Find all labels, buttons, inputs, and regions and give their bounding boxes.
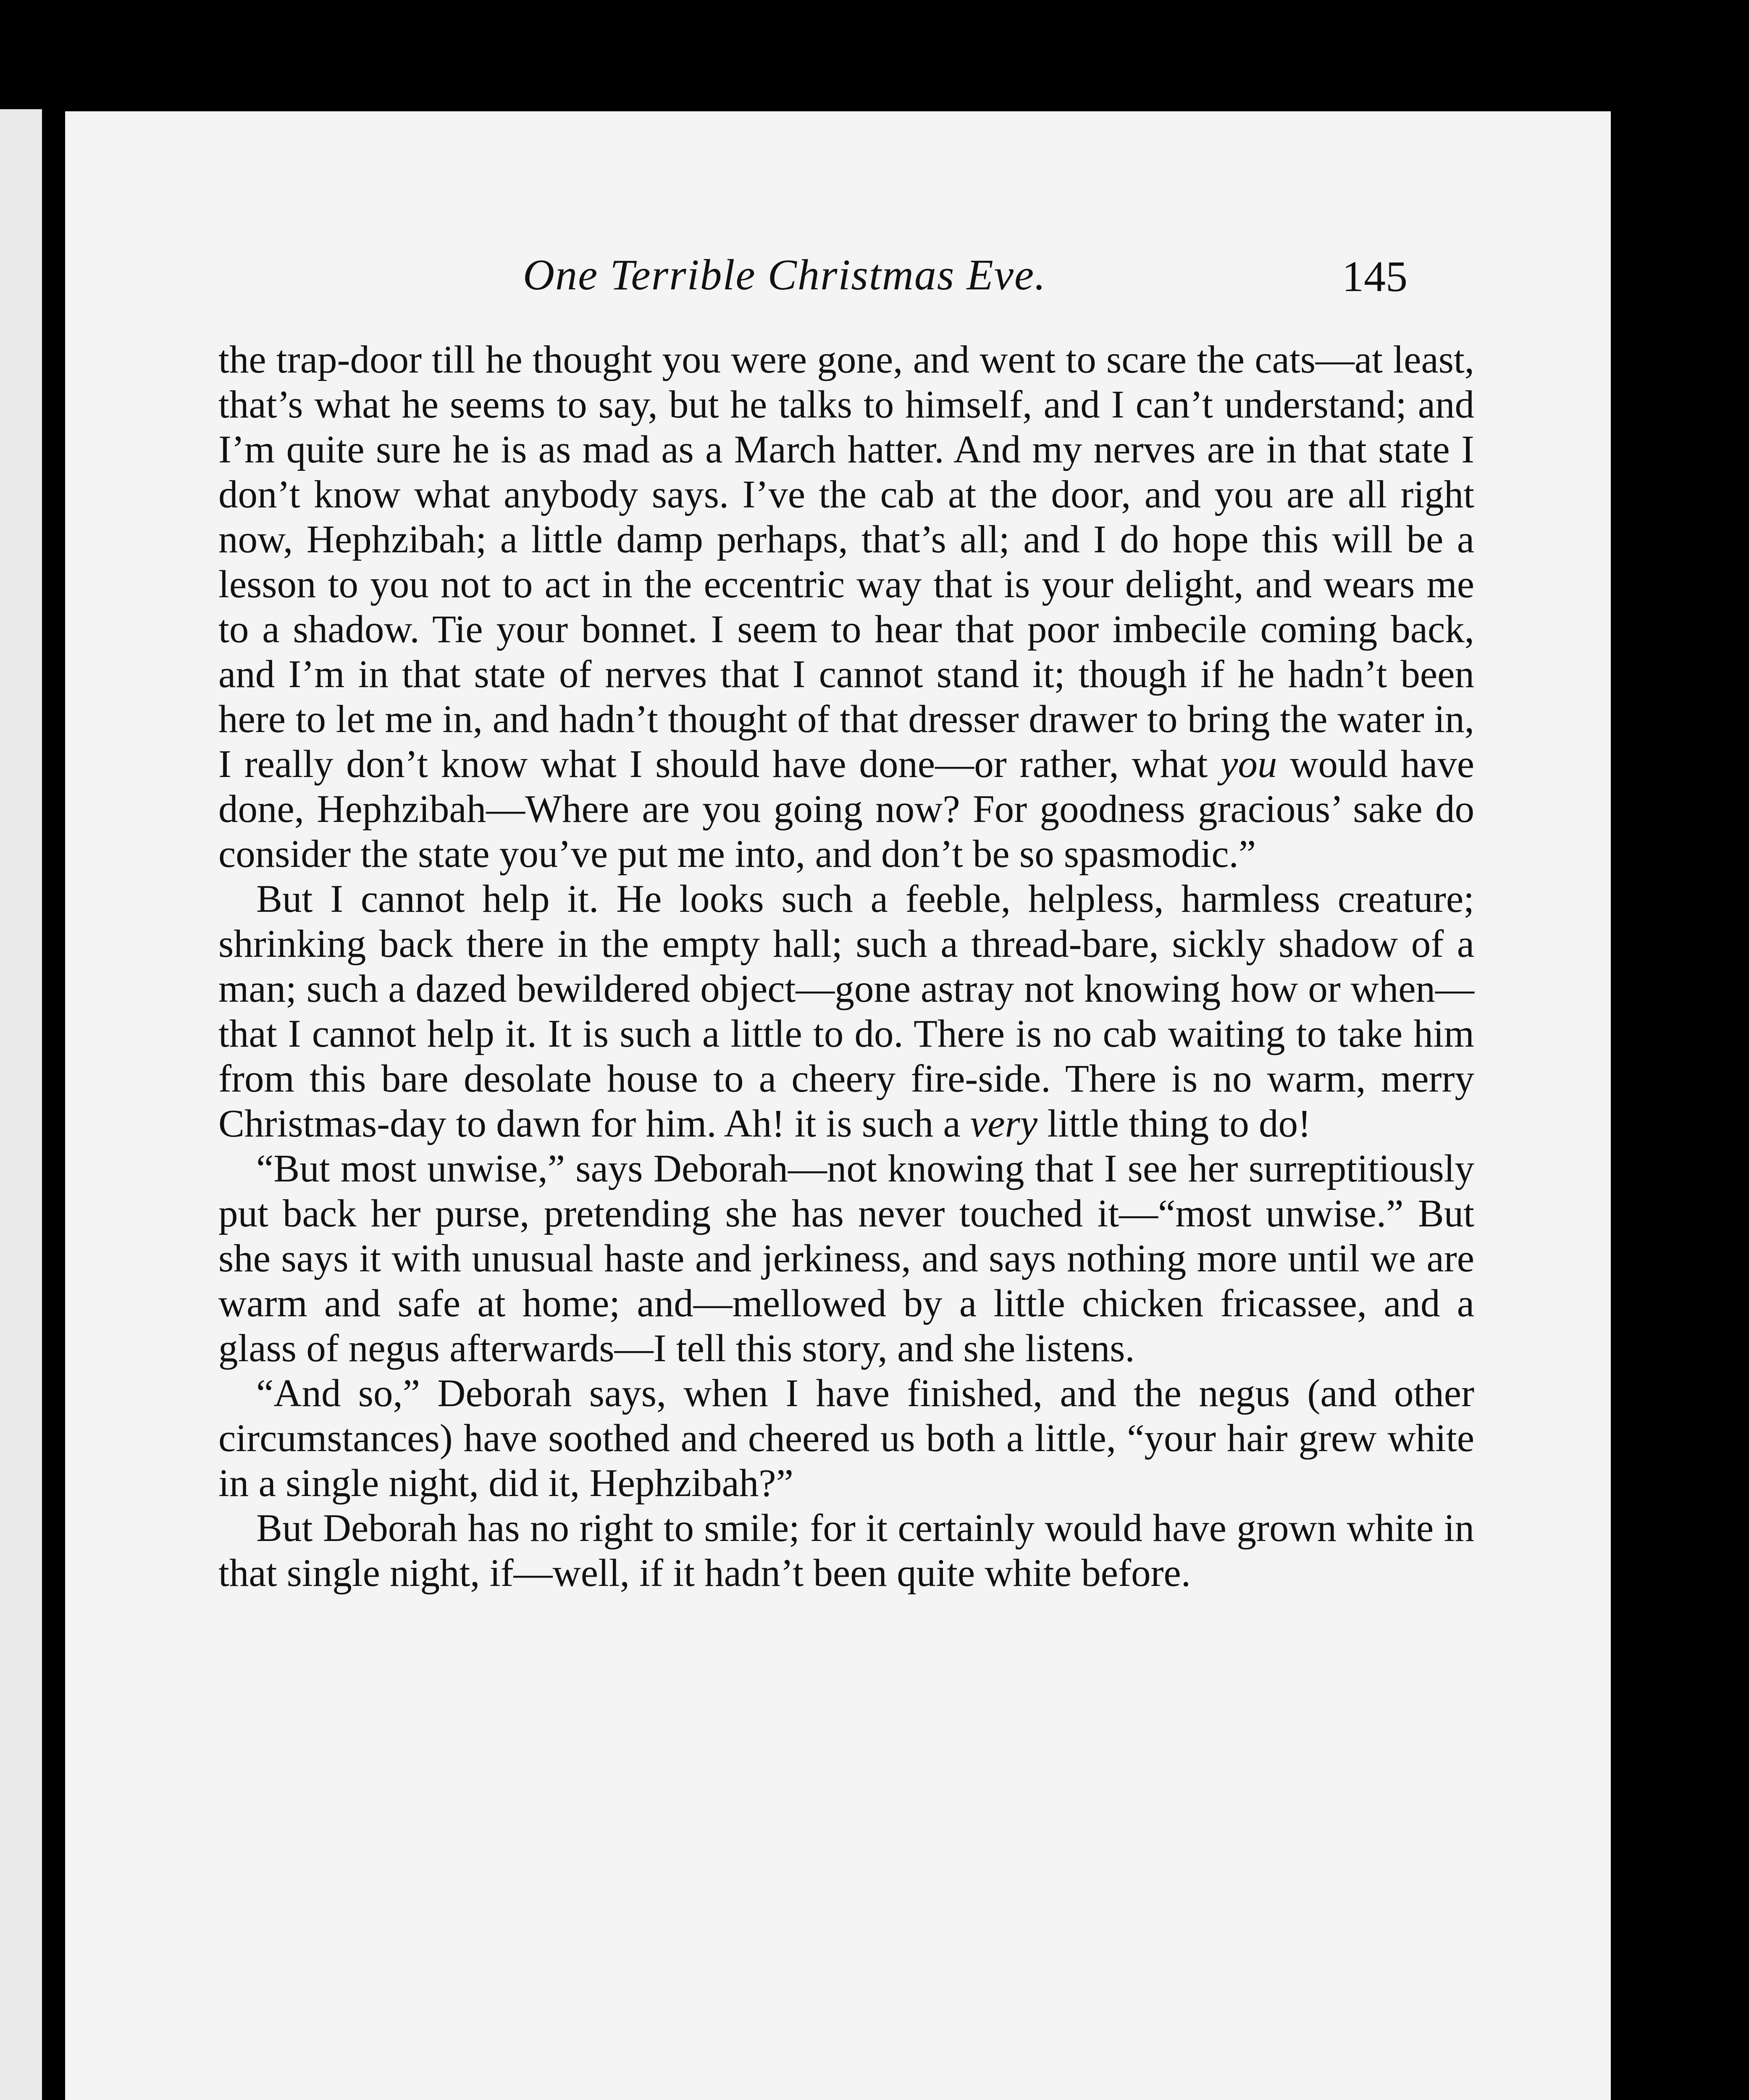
paragraph-2-tail: little thing to do! <box>1037 1102 1311 1145</box>
body-text <box>218 337 1474 1596</box>
paragraph-3: “But most unwise,” says Deborah—not knowing that I see her surreptitiously put back her purse, pretending she has never touched it—“most unwise.” But she says it with unusual haste and jerkiness, and says nothing more until we are warm and safe at home; and—mellowed by a little chicken fricassee, and a glass of negus afterwards—I tell this story, and she listens. <box>218 1147 1474 1370</box>
paragraph-2-text: But I cannot help it. He looks such a feeble, helpless, harmless creature; shrinking back there in the empty hall; such a thread-bare, sickly shadow of a man; such a dazed bewildered object—gone astray not knowing how or when—that I cannot help it. It is such a little to do. There is no cab waiting to take him from this bare desolate house to a cheery fire-side. There is no warm, merry Christmas-day to dawn for him. Ah! it is such a <box>218 877 1474 1145</box>
paragraph-5: But Deborah has no right to smile; for it certainly would have grown white in that single night, if—well, if it hadn’t been quite white before. <box>218 1507 1474 1595</box>
paragraph-1 <box>218 337 1474 877</box>
paragraph-2 <box>218 877 1474 1146</box>
paragraph-1-text: the trap-door till he thought you were gone, and went to scare the cats—at least, that’s what he seems to say, but he talks to himself, and I can’t understand; and I’m quite sure he is as mad as a March hatter. And my nerves are in that state I don’t know what anybody says. I’ve the cab at the door, and you are all right now, Hephzibah; a little damp perhaps, that’s all; and I do hope this will be a lesson to you not to act in the eccentric way that is your delight, and wears me to a shadow. Tie your bonnet. I seem to hear that poor imbecile coming back, and I’m in that state of nerves that I cannot stand it; though if he hadn’t been here to let me in, and hadn’t thought of that dresser drawer to bring the water in, I really don’t know what I should have done—or rather, what <box>218 338 1474 786</box>
paragraph-1-tail: would have done, Hephzibah—Where are you going now? For goodness gracious’ sake do consider the state you’ve put me into, and don’t be so spasmodic.” <box>218 743 1474 876</box>
paragraph-2-emphasis: very <box>970 1102 1038 1145</box>
running-head <box>65 250 1611 300</box>
running-title: One Terrible Christmas Eve. <box>523 251 1047 299</box>
paragraph-1-emphasis: you <box>1221 743 1277 786</box>
book-page <box>65 111 1611 2100</box>
adjacent-page-edge <box>0 109 42 2100</box>
page-number: 145 <box>1342 252 1408 301</box>
paragraph-4: “And so,” Deborah says, when I have finished, and the negus (and other circumstances) have soothed and cheered us both a little, “your hair grew white in a single night, did it, Hephzibah?” <box>218 1372 1474 1505</box>
